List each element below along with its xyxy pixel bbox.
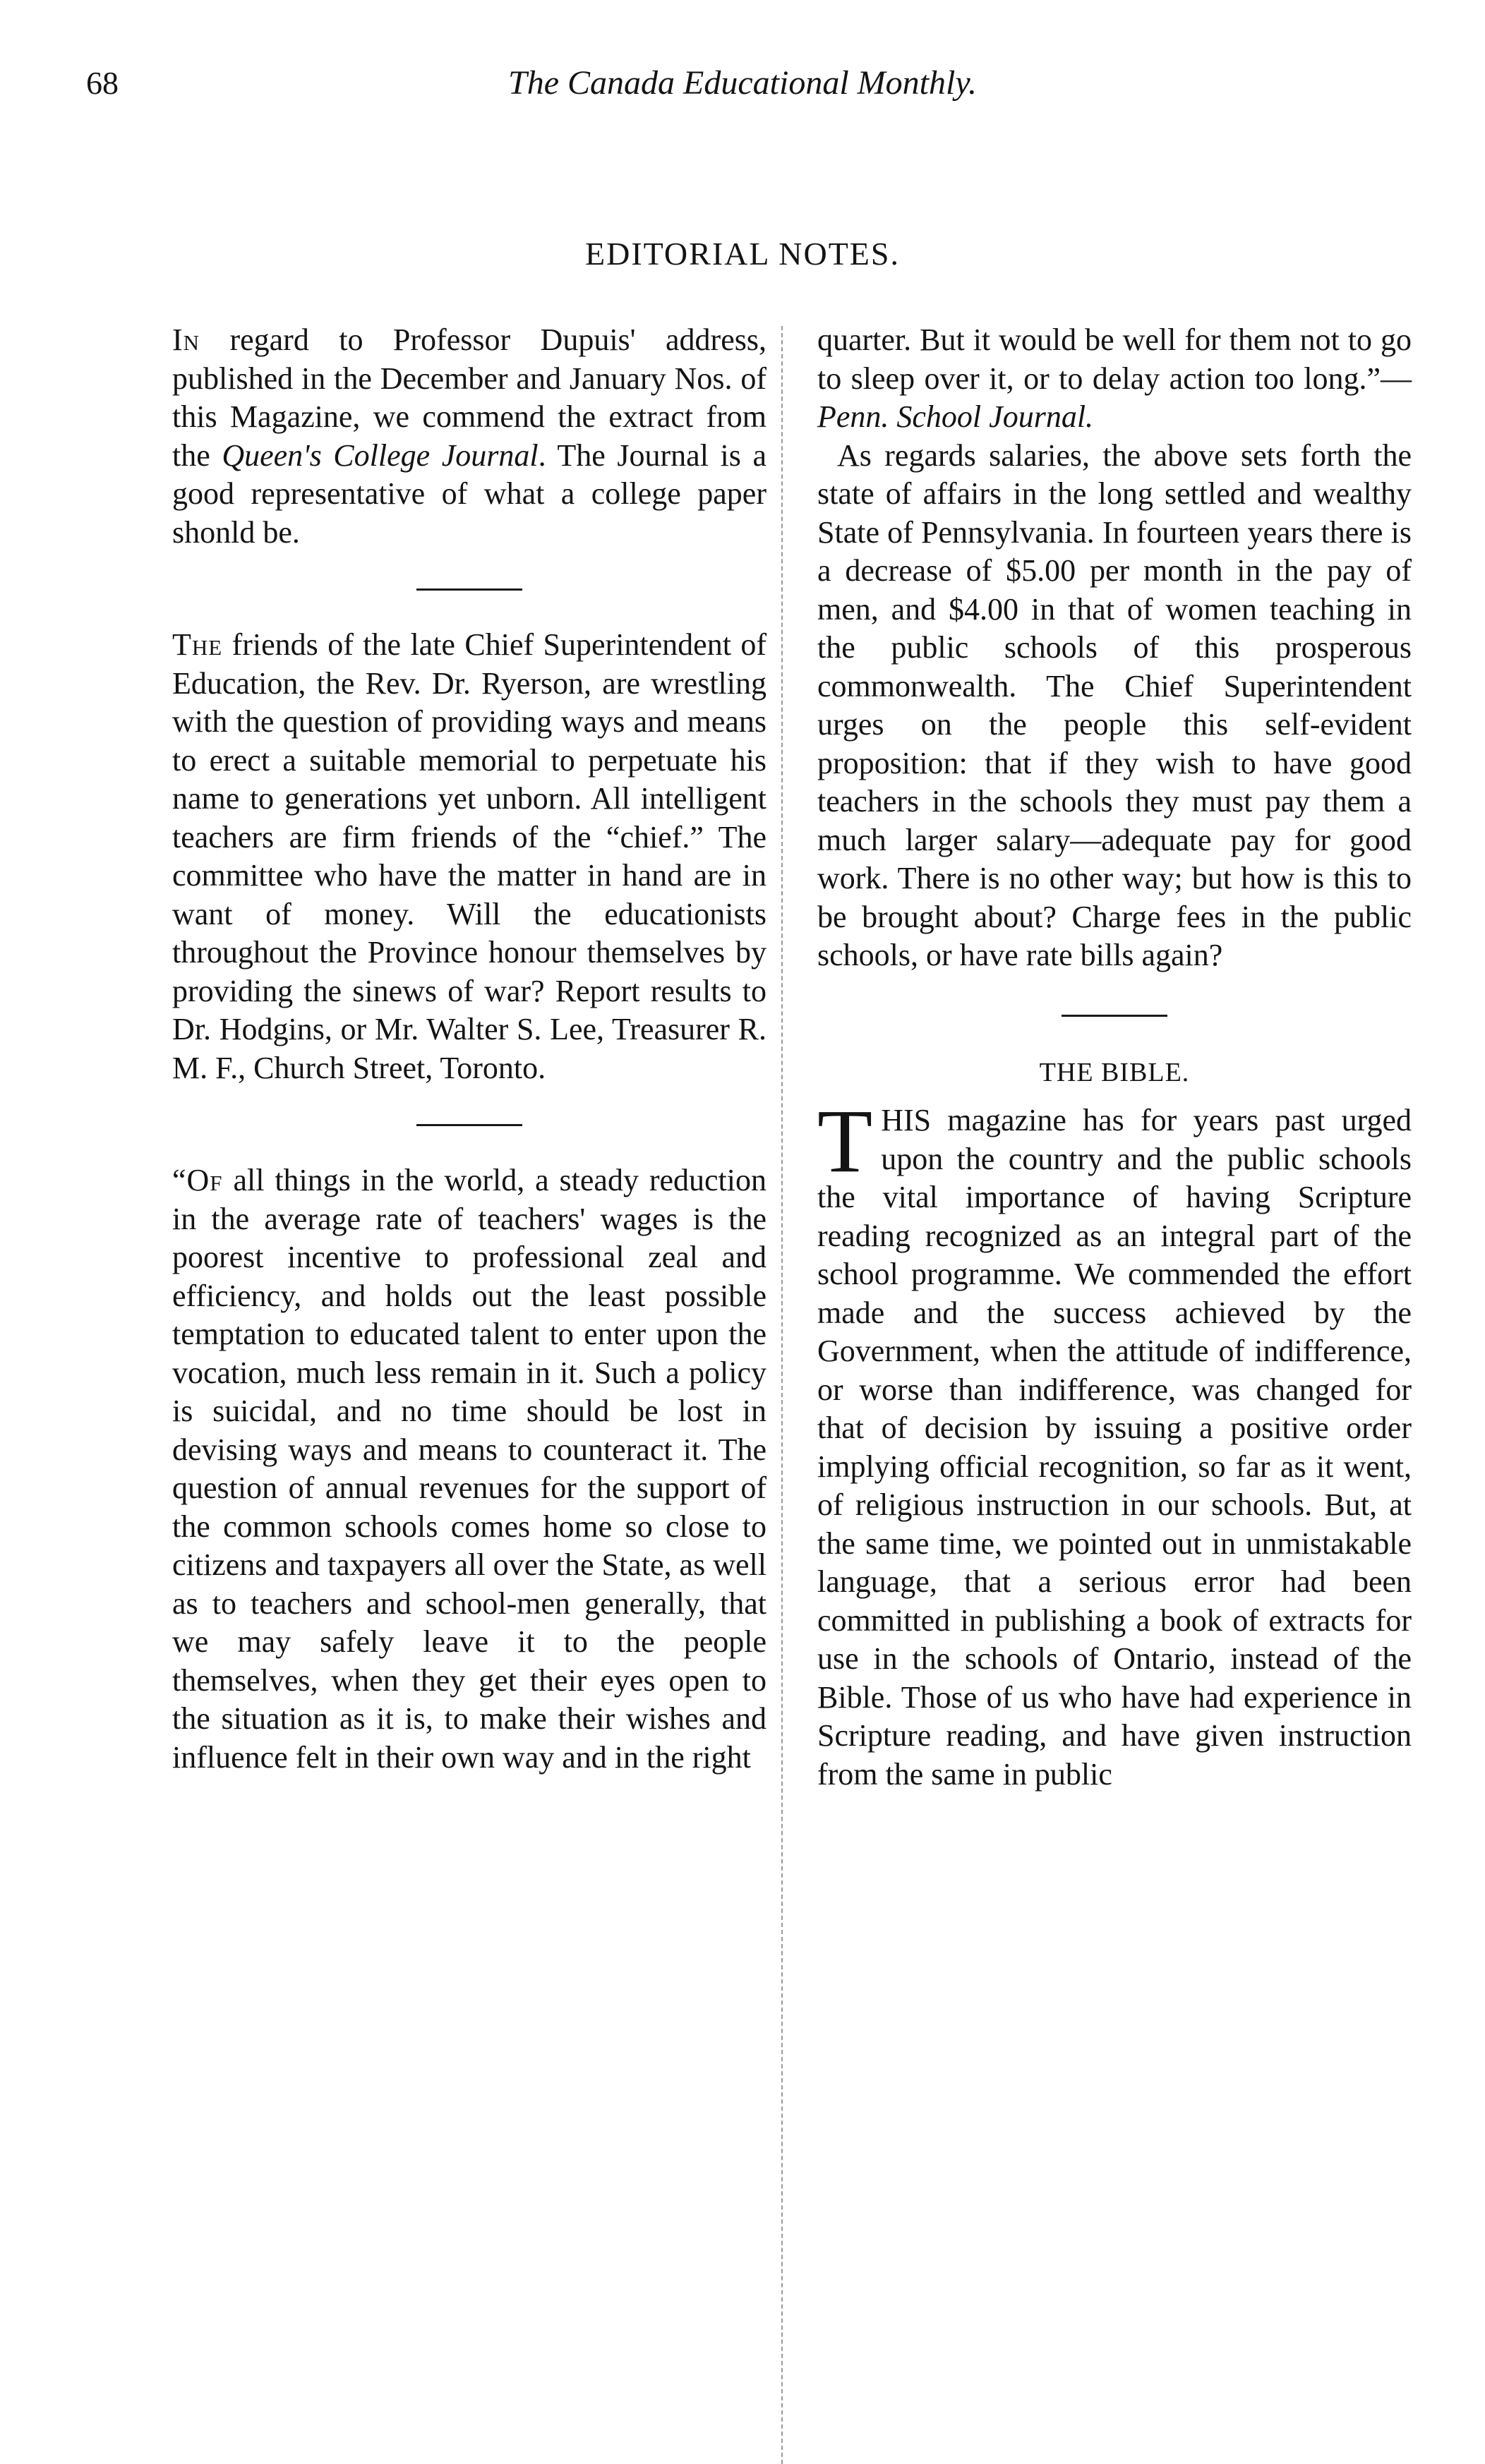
note-teachers-wages: [172, 1161, 766, 1777]
note-text: regard to Professor Dupuis' address, published in the December and January Nos. of this Magazine, we commend the extract from the: [172, 322, 766, 473]
note-text: all things in the world, a steady reduction in the average rate of teachers' wages is the poorest incentive to professional zeal and efficiency, and holds out the least possible temptation to educated talent to enter upon the vocation, much less remain in it. Such a policy is suicidal, and no time should be lost in devising ways and means to counteract it. The question of annual revenues for the support of the common schools comes home so close to citizens and taxpayers all over the State, as well as to teachers and school-men generally, that we may safely leave it to the people themselves, when they get their eyes open to the situation as it is, to make their wishes and influence felt in their own way and in the right: [172, 1163, 766, 1775]
section-divider: [1062, 1015, 1167, 1017]
note-bible: [817, 1091, 1412, 1794]
note-lead-word: The: [172, 627, 223, 662]
note-text: . The Journal is a good representative of what a college paper shonld be.: [172, 437, 766, 550]
right-column: [817, 321, 1412, 1794]
note-quote-continuation: [817, 321, 1412, 437]
note-text: HIS magazine has for years past urged upon the country and the public schools the vital importance of having Scripture reading recognized as an integral part of the school programme. We commended the effort made and the success achieved by the Government, when the attitude of indifference, or worse than indifference, was changed for that of decision by issuing a positive order implying official recognition, so far as it went, of religious instruction in our schools. But, at the same time, we pointed out in unmistakable language, that a serious error had been committed in publishing a book of extracts for use in the schools of Ontario, instead of the Bible. Those of us who have had experience in Scripture reading, and have given instruction from the same in public: [817, 1103, 1412, 1792]
note-text: friends of the late Chief Superintendent of Education, the Rev. Dr. Ryerson, are wrestling with the question of providing ways and means to erect a suitable memorial to perpetuate his name to generations yet unborn. All intelligent teachers are firm friends of the “chief.” The committee who have the matter in hand are in want of money. Will the educationists throughout the Province honour themselves by providing the sinews of war? Report results to Dr. Hodgins, or Mr. Walter S. Lee, Treasurer R. M. F., Church Street, Toronto.: [172, 627, 766, 1085]
section-divider: [416, 588, 522, 591]
note-text: As regards salaries, the above sets forth the state of affairs in the long settled and wealthy State of Pennsylvania. In fourteen years there is a decrease of $5.00 per month in the pay of men, and $4.00 in that of women teaching in the public schools of this prosperous commonwealth. The Chief Superintendent urges on the people this self-evident proposition: that if they wish to have good teachers in the schools they must pay them a much larger salary—adequate pay for good work. There is no other way; but how is this to be brought about? Charge fees in the public schools, or have rate bills again?: [817, 437, 1412, 972]
note-ryerson-memorial: [172, 626, 766, 1087]
note-lead-word: In: [172, 322, 200, 357]
note-text: quarter. But it would be well for them not to go to sleep over it, or to delay action too long.”—: [817, 322, 1412, 396]
column-rule: [781, 326, 783, 2464]
drop-cap: T: [817, 1091, 873, 1191]
left-column: [172, 321, 766, 1777]
page-number: 68: [86, 65, 119, 101]
note-lead-word: “Of: [172, 1163, 223, 1197]
section-divider: [416, 1124, 522, 1126]
running-title: The Canada Educational Monthly.: [508, 64, 977, 102]
note-salaries: [817, 437, 1412, 975]
section-title: EDITORIAL NOTES.: [585, 236, 900, 272]
bible-subheading: THE BIBLE.: [1039, 1057, 1190, 1087]
source-citation: Penn. School Journal.: [817, 399, 1094, 434]
note-dupuis-address: [172, 321, 766, 552]
journal-title: Queen's College Journal: [222, 437, 539, 473]
